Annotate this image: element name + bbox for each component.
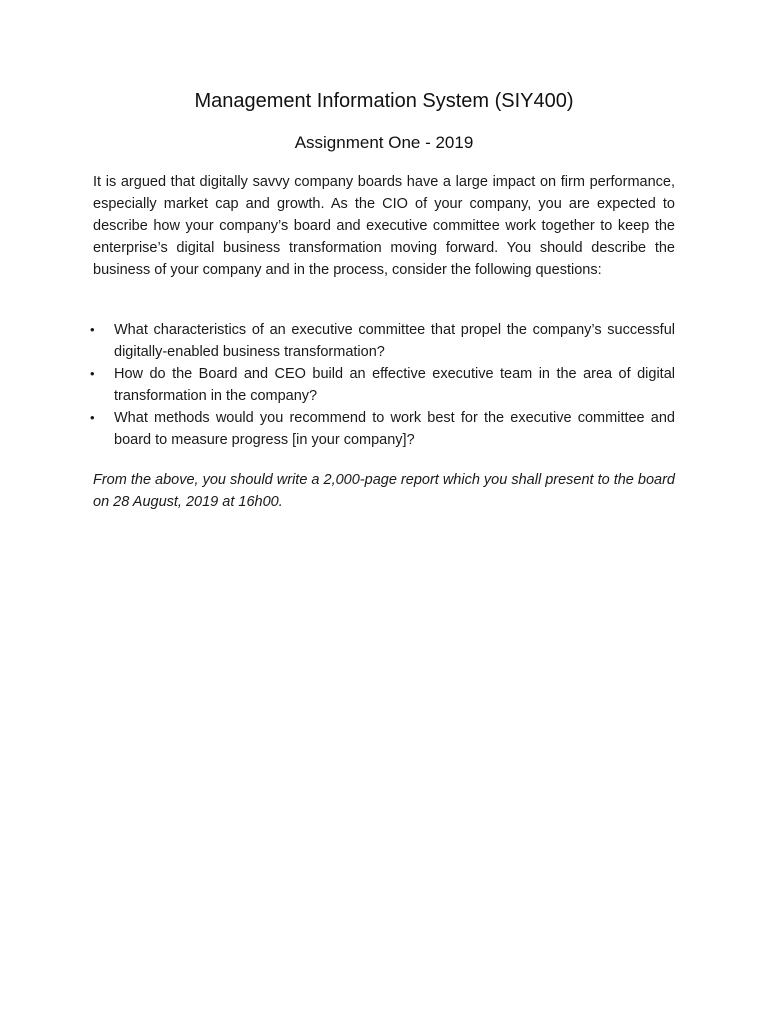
question-text: What methods would you recommend to work best for the executive committee and board to measure progress [in your company]? [114,410,675,448]
bullet-icon: • [90,410,95,425]
closing-paragraph: From the above, you should write a 2,000-page report which you shall present to the board on 28 August, 2019 at 16h00. [93,472,675,510]
bullet-icon: • [90,322,95,337]
question-list [90,319,675,451]
document-title: Management Information System (SIY400) [194,90,574,112]
question-item [90,363,675,407]
question-item [90,407,675,451]
question-text: How do the Board and CEO build an effective executive team in the area of digital transformation in the company? [114,366,675,404]
document-subtitle: Assignment One - 2019 [294,133,474,152]
bullet-icon: • [90,366,95,381]
question-item [90,319,675,363]
intro-paragraph: It is argued that digitally savvy company boards have a large impact on firm performance, especially market cap and growth. As the CIO of your company, you are expected to describe how your company’s board and executive committee work together to keep the enterprise’s digital business transformation moving forward. You should describe the business of your company and in the process, consider the following questions: [93,174,675,278]
question-text: What characteristics of an executive committee that propel the company’s successful digitally-enabled business transformation? [114,322,675,360]
